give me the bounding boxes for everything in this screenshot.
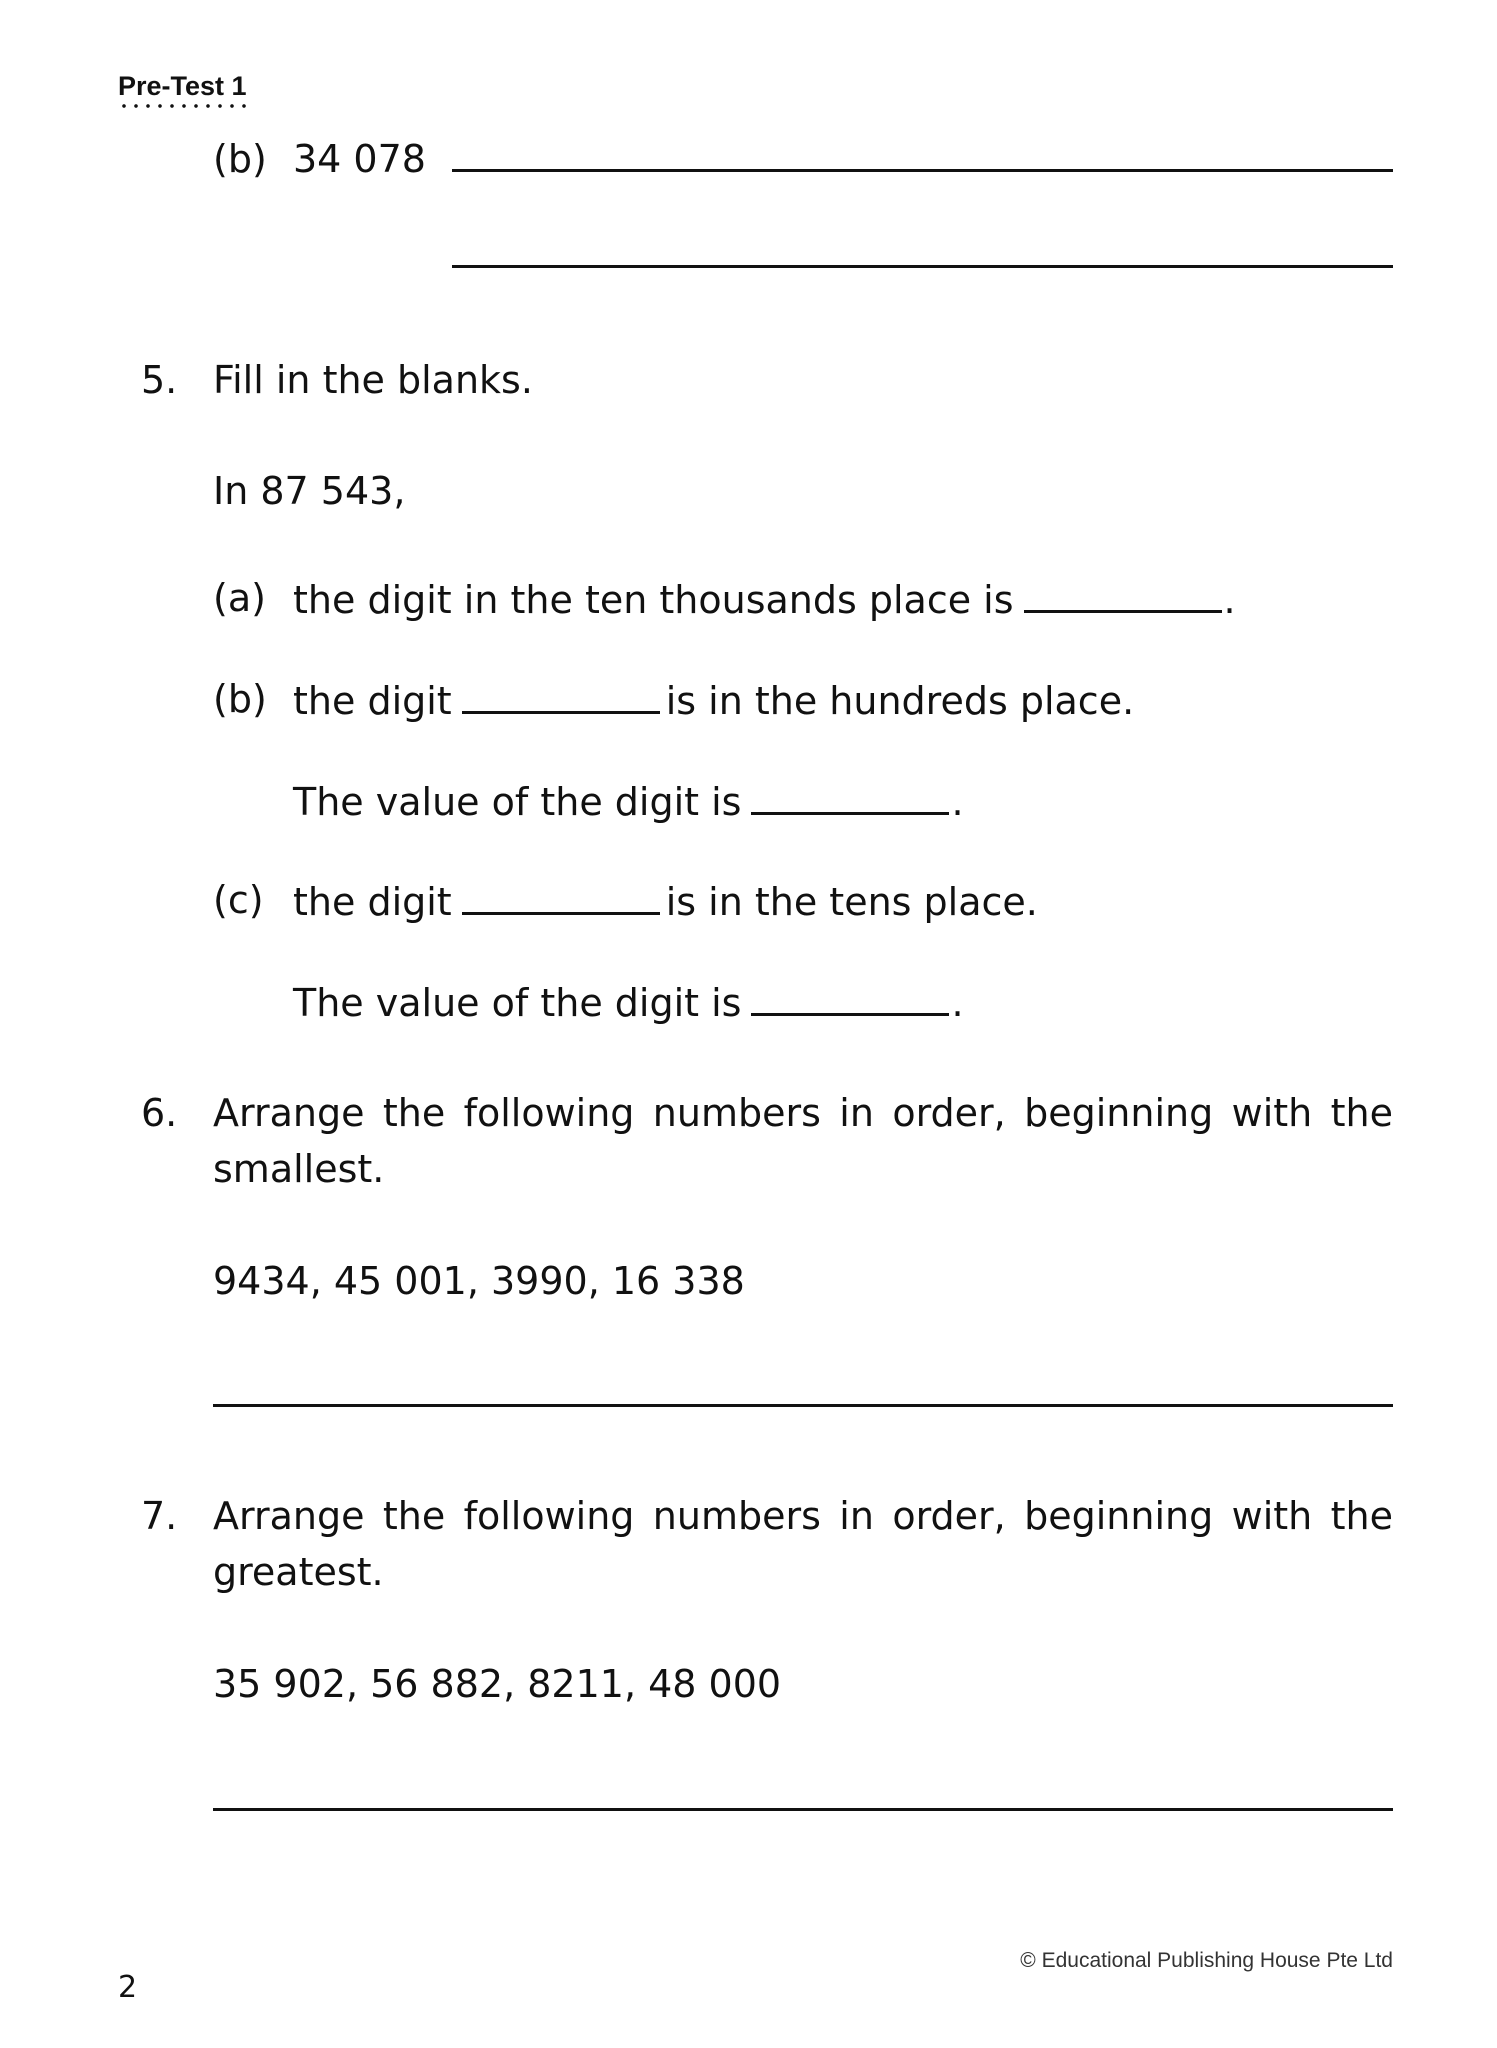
- q4b-label: (b): [213, 137, 267, 181]
- copyright-notice: © Educational Publishing House Pte Ltd: [1020, 1949, 1393, 1972]
- q5b-value-text: The value of the digit is: [293, 780, 742, 824]
- q7-answer-line[interactable]: [213, 1808, 1393, 1811]
- q5c-value-line: [293, 978, 964, 1026]
- q5c-pre: the digit: [293, 880, 452, 924]
- page-header-label: Pre-Test 1: [118, 71, 247, 101]
- q7-numbers: 35 902, 56 882, 8211, 48 000: [213, 1662, 782, 1706]
- q5b-digit-blank[interactable]: [462, 676, 660, 714]
- q5a-label: (a): [213, 576, 266, 620]
- q5-number: 5.: [141, 358, 178, 402]
- q5a-text: the digit in the ten thousands place is: [293, 578, 1014, 622]
- q5c-post: is in the tens place.: [665, 880, 1038, 924]
- q5b-period: .: [951, 780, 964, 824]
- page-number: 2: [118, 1970, 138, 2005]
- q5b-value-line: [293, 777, 964, 825]
- q7-number: 7.: [141, 1494, 178, 1538]
- q7-question: Arrange the following numbers in order, beginning with the greatest.: [213, 1494, 1393, 1594]
- q4b-number: 34 078: [293, 137, 426, 181]
- q6-numbers: 9434, 45 001, 3990, 16 338: [213, 1259, 745, 1303]
- q5b-value-blank[interactable]: [751, 777, 949, 815]
- q5c-digit-blank[interactable]: [462, 877, 660, 915]
- q5c-value-text: The value of the digit is: [293, 981, 742, 1025]
- q5b-post: is in the hundreds place.: [665, 679, 1135, 723]
- q5c-period: .: [951, 981, 964, 1025]
- q5c-line: [293, 877, 1038, 925]
- q5b-label: (b): [213, 677, 267, 721]
- q5-instruction: Fill in the blanks.: [213, 358, 533, 402]
- q5c-label: (c): [213, 878, 264, 922]
- q4b-answer-line-1[interactable]: [452, 169, 1393, 172]
- q6-answer-line[interactable]: [213, 1404, 1393, 1407]
- q5a-line: [293, 575, 1236, 623]
- q5b-pre: the digit: [293, 679, 452, 723]
- header-dotted-underline: [118, 103, 250, 109]
- q5a-blank[interactable]: [1024, 575, 1222, 613]
- q5-intro: In 87 543,: [213, 469, 406, 513]
- q5b-line: [293, 676, 1134, 724]
- q6-question: Arrange the following numbers in order, beginning with the smallest.: [213, 1091, 1393, 1191]
- q5c-value-blank[interactable]: [751, 978, 949, 1016]
- q6-number: 6.: [141, 1091, 178, 1135]
- q4b-answer-line-2[interactable]: [452, 265, 1393, 268]
- q5a-period: .: [1223, 578, 1236, 622]
